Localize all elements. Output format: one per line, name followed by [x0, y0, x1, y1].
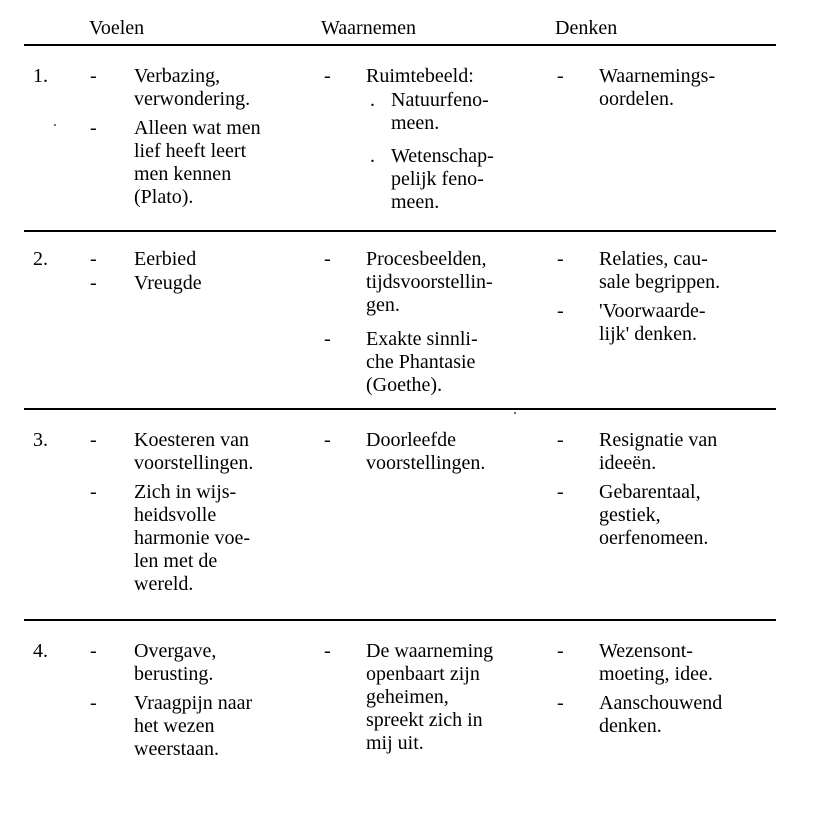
row-2-denken-1-marker: - [557, 300, 564, 322]
row-4-voelen-0-text: Overgave, berusting. [134, 640, 217, 685]
header-voelen: Voelen [89, 17, 145, 39]
row-separator [24, 230, 776, 232]
row-4-number: 4. [33, 640, 48, 662]
row-2-waarnemen-0-text: Procesbeelden, tijdsvoorstellin- gen. [366, 248, 493, 316]
row-3-denken-0-text: Resignatie van ideeën. [599, 429, 718, 474]
row-1-waarnemen-0-text: Ruimtebeeld: [366, 65, 474, 87]
scan-speck [54, 124, 56, 126]
row-3-denken-0-marker: - [557, 429, 564, 451]
header-denken: Denken [555, 17, 618, 39]
row-1-waarnemen-2-text: Wetenschap- pelijk feno- meen. [391, 145, 494, 213]
row-3-waarnemen-0-marker: - [324, 429, 331, 451]
row-4-voelen-1-text: Vraagpijn naar het wezen weerstaan. [134, 692, 253, 760]
row-2-voelen-1-marker: - [90, 272, 97, 294]
row-2-waarnemen-0-marker: - [324, 248, 331, 270]
row-1-denken-0-text: Waarnemings- oordelen. [599, 65, 716, 110]
row-2-denken-0-text: Relaties, cau- sale begrippen. [599, 248, 721, 293]
row-2-voelen-1-text: Vreugde [134, 272, 202, 294]
row-2-voelen-0-text: Eerbied [134, 248, 197, 270]
row-1-waarnemen-1-text: Natuurfeno- meen. [391, 89, 489, 134]
row-2-waarnemen-1-text: Exakte sinnli- che Phantasie (Goethe). [366, 328, 478, 396]
row-1-waarnemen-2-marker: . [370, 145, 375, 167]
row-4-denken-0-text: Wezensont- moeting, idee. [599, 640, 713, 685]
row-4-voelen-1-marker: - [90, 692, 97, 714]
row-1-voelen-1-marker: - [90, 117, 97, 139]
header-rule [24, 44, 776, 46]
row-4-denken-1-text: Aanschouwend denken. [599, 692, 723, 737]
row-separator [24, 408, 776, 410]
row-1-voelen-1-text: Alleen wat men lief heeft leert men kennen (Plato). [134, 117, 261, 208]
header-waarnemen: Waarnemen [321, 17, 416, 39]
row-4-waarnemen-0-marker: - [324, 640, 331, 662]
row-1-number: 1. [33, 65, 48, 87]
row-4-waarnemen-0-text: De waarneming openbaart zijn geheimen, spreekt zich in mij uit. [366, 640, 494, 754]
row-3-number: 3. [33, 429, 48, 451]
row-3-voelen-1-text: Zich in wijs- heidsvolle harmonie voe- len met de wereld. [134, 481, 251, 595]
row-1-waarnemen-1-marker: . [370, 89, 375, 111]
row-1-voelen-0-text: Verbazing, verwondering. [134, 65, 251, 110]
row-2-number: 2. [33, 248, 48, 270]
row-2-waarnemen-1-marker: - [324, 328, 331, 350]
row-2-denken-0-marker: - [557, 248, 564, 270]
row-3-voelen-0-text: Koesteren van voorstellingen. [134, 429, 254, 474]
row-3-voelen-0-marker: - [90, 429, 97, 451]
row-3-denken-1-marker: - [557, 481, 564, 503]
row-2-voelen-0-marker: - [90, 248, 97, 270]
row-3-denken-1-text: Gebarentaal, gestiek, oerfenomeen. [599, 481, 709, 549]
row-3-waarnemen-0-text: Doorleefde voorstellingen. [366, 429, 486, 474]
row-separator [24, 619, 776, 621]
scan-speck [514, 412, 516, 414]
row-1-denken-0-marker: - [557, 65, 564, 87]
row-2-denken-1-text: 'Voorwaarde- lijk' denken. [599, 300, 706, 345]
row-1-voelen-0-marker: - [90, 65, 97, 87]
row-4-denken-0-marker: - [557, 640, 564, 662]
row-1-waarnemen-0-marker: - [324, 65, 331, 87]
row-4-voelen-0-marker: - [90, 640, 97, 662]
row-4-denken-1-marker: - [557, 692, 564, 714]
row-3-voelen-1-marker: - [90, 481, 97, 503]
